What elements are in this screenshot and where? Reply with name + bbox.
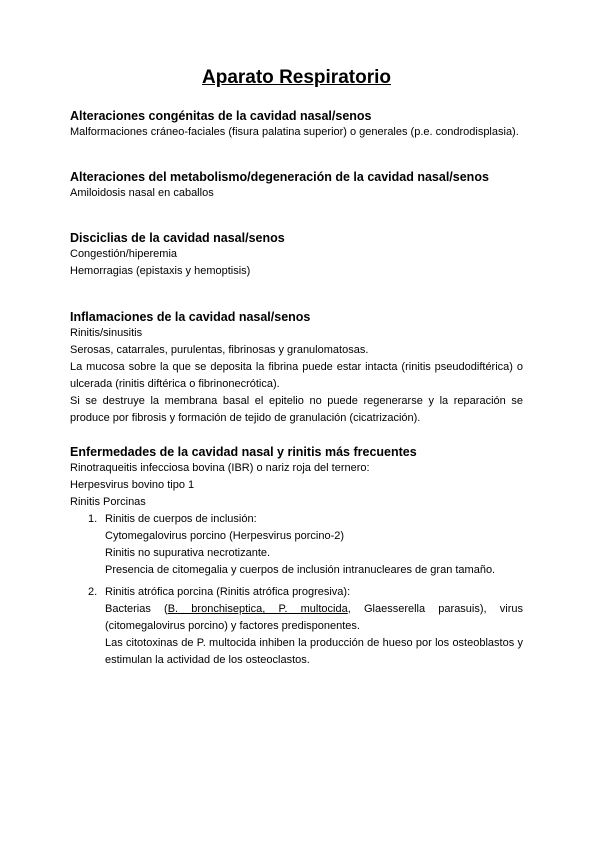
list-line: Rinitis de cuerpos de inclusión: — [105, 513, 257, 525]
para-congestion: Congestión/hiperemia — [70, 248, 178, 260]
bacteria-prefix: Bacterias ( — [105, 603, 168, 615]
para-membrana-basal: Si se destruye la membrana basal el epitelio no puede regenerarse y la reparación se produce por fibrosis y formación de tejido de granulación (cicatrización). — [70, 395, 523, 424]
para-citotoxinas: Las citotoxinas de P. multocida inhiben la producción de hueso por los osteoblastos y estimulan la actividad de los osteoclastos. — [105, 637, 523, 666]
list-line: Rinitis no supurativa necrotizante. — [105, 547, 271, 559]
list-line: Rinitis atrófica porcina (Rinitis atrófica progresiva): — [105, 586, 351, 598]
para-rinotraqueitis: Rinotraqueitis infecciosa bovina (IBR) o nariz roja del ternero: — [70, 462, 370, 474]
para-herpesvirus-bovino: Herpesvirus bovino tipo 1 — [70, 479, 195, 491]
list-number: 2. — [88, 586, 98, 598]
heading-inflamaciones: Inflamaciones de la cavidad nasal/senos — [70, 310, 311, 324]
para-malformaciones: Malformaciones cráneo-faciales (fisura palatina superior) o generales (p.e. condrodisplasia). — [70, 126, 519, 138]
para-bacterias — [105, 601, 523, 635]
list-line: Cytomegalovirus porcino (Herpesvirus porcino-2) — [105, 530, 345, 542]
para-hemorragias: Hemorragias (epistaxis y hemoptisis) — [70, 265, 251, 277]
list-item-body — [105, 511, 523, 579]
heading-disciclias: Disciclias de la cavidad nasal/senos — [70, 231, 285, 245]
heading-enfermedades: Enfermedades de la cavidad nasal y rinitis más frecuentes — [70, 445, 417, 459]
list-item-rinitis-atrofica — [88, 584, 523, 669]
bacteria-suffix: , Glaesserella parasuis), virus (citomegalovirus porcino) y factores predisponentes. — [105, 603, 523, 632]
para-serosas: Serosas, catarrales, purulentas, fibrinosas y granulomatosas. — [70, 344, 369, 356]
list-item-body — [105, 584, 523, 669]
para-rinitis-sinusitis: Rinitis/sinusitis — [70, 327, 143, 339]
para-amiloidosis: Amiloidosis nasal en caballos — [70, 187, 214, 199]
heading-alteraciones-congenitas: Alteraciones congénitas de la cavidad nasal/senos — [70, 109, 372, 123]
list-item-rinitis-cuerpos-inclusion — [88, 511, 523, 579]
list-line: Presencia de citomegalia y cuerpos de inclusión intranucleares de gran tamaño. — [105, 564, 496, 576]
para-rinitis-porcinas: Rinitis Porcinas — [70, 496, 146, 508]
document-title: Aparato Respiratorio — [202, 67, 391, 88]
bacteria-underlined-species: B. bronchiseptica, P. multocida — [167, 603, 348, 615]
list-number: 1. — [88, 513, 98, 525]
heading-alteraciones-metabolismo: Alteraciones del metabolismo/degeneración de la cavidad nasal/senos — [70, 170, 489, 184]
para-mucosa-fibrina: La mucosa sobre la que se deposita la fibrina puede estar intacta (rinitis pseudodiftérica) o ulcerada (rinitis diftérica o fibrinonecrótica). — [70, 361, 523, 390]
